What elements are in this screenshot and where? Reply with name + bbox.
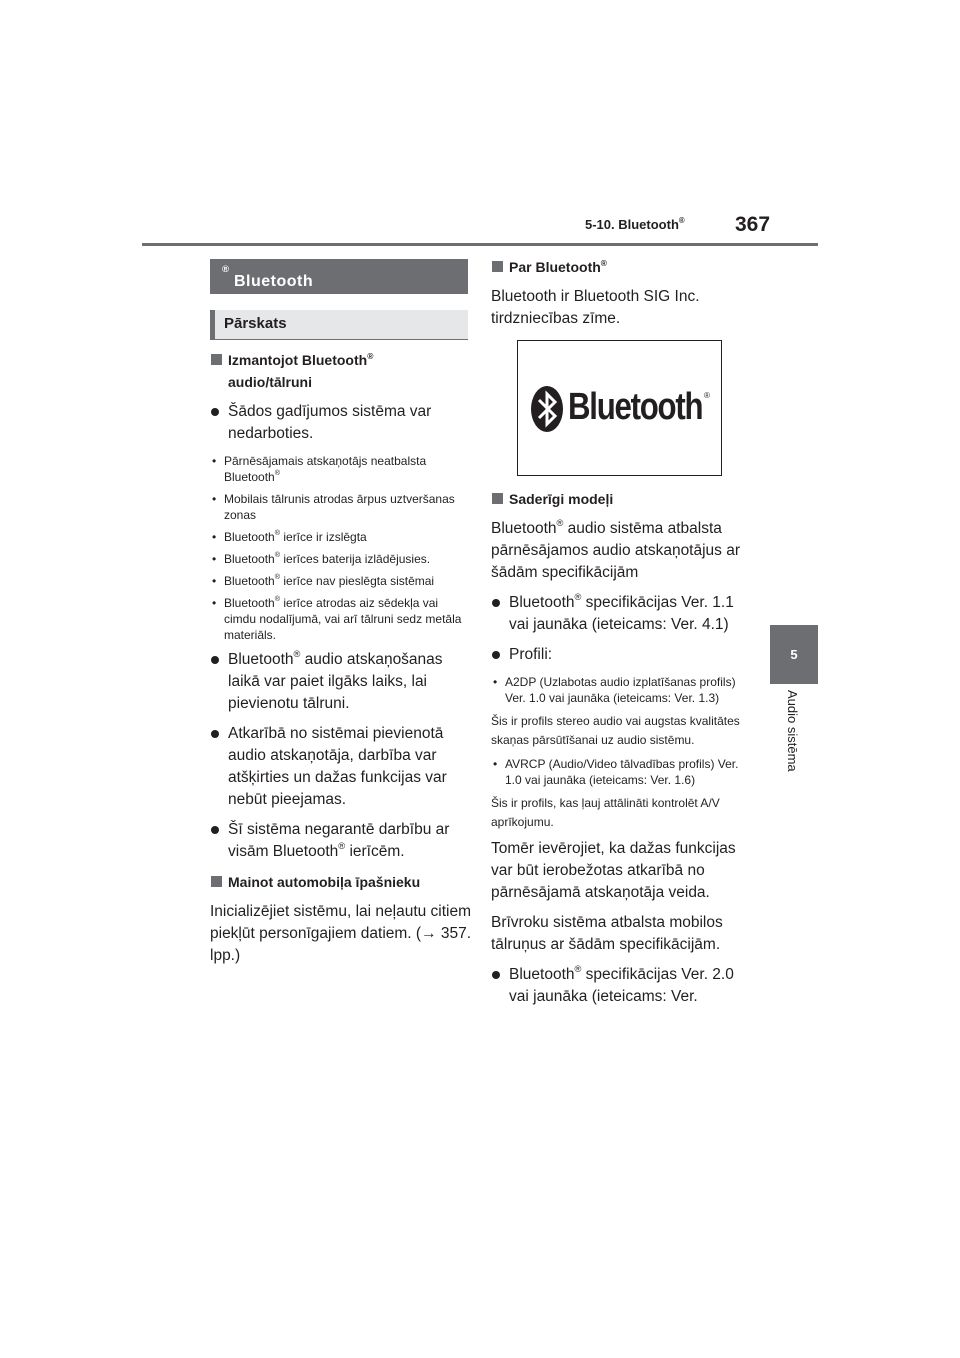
chapter-tab: [770, 625, 818, 684]
sub-bullet-text: Bluetooth: [224, 552, 275, 566]
bullet-item: [210, 819, 472, 863]
bullet-item: [491, 964, 753, 1008]
bullet-icon: [492, 651, 500, 659]
reg-mark: ®: [293, 648, 301, 659]
reg-mark: ®: [274, 468, 281, 478]
bullet-icon: [211, 730, 219, 738]
heading-text: Izmantojot Bluetooth: [228, 352, 368, 368]
square-bullet-icon: [211, 354, 222, 365]
heading-using-bluetooth: [210, 349, 472, 393]
bullet-icon: [492, 971, 500, 979]
bullet-text: specifikācijas Ver. 1.1 vai jaunāka (ieteicams: Ver. 4.1): [509, 594, 734, 633]
bullet-text: ierīcēm.: [345, 843, 405, 860]
bullet-item: [491, 644, 753, 666]
left-column: [210, 349, 472, 975]
bluetooth-logo-reg-mark: ®: [704, 391, 710, 400]
reg-mark: ®: [574, 963, 582, 974]
sub-bullet-text: AVRCP (Audio/Video tālvadības profils) Ver. 1.0 vai jaunāka (ieteicams: Ver. 1.6): [505, 757, 739, 787]
bullet-item: [491, 592, 753, 636]
heading-changing-owner: [210, 871, 472, 893]
small-bullet-icon: •: [212, 454, 217, 468]
bullet-icon: [211, 656, 219, 664]
reg-mark: ®: [274, 528, 281, 538]
bullet-item: [210, 723, 472, 811]
bullet-item: [210, 401, 472, 445]
small-bullet-icon: •: [212, 530, 217, 544]
small-bullet-icon: •: [493, 757, 498, 771]
bullet-text: Atkarībā no sistēmai pievienotā audio atskaņotāja, darbība var atšķirties un dažas funkcijas var nebūt pieejamas.: [228, 725, 447, 808]
bullet-text: audio atskaņošanas laikā var paiet ilgāks laiks, lai pievienotu tālruni.: [228, 651, 443, 712]
chapter-title: [784, 690, 804, 800]
sub-bullet-item: [210, 491, 472, 523]
bluetooth-logo-figure: [517, 340, 722, 476]
sub-bullet-item: [210, 595, 472, 643]
sub-bullet-item: [210, 529, 472, 545]
subsection-title-bar: [210, 310, 468, 340]
section-title-bar: [210, 259, 468, 294]
paragraph: Inicializējiet sistēmu, lai neļautu citiem piekļūt personīgajiem datiem. (→ 357. lpp.): [210, 903, 472, 964]
small-bullet-icon: •: [212, 492, 217, 506]
bullet-text: Šī sistēma negarantē darbību ar visām Bluetooth: [228, 821, 450, 860]
bullet-text: Šādos gadījumos sistēma var nedarboties.: [228, 403, 432, 442]
heading-about-bluetooth: [491, 256, 753, 278]
section-title-bar-text: [222, 263, 314, 290]
sub-bullet-text: Bluetooth: [224, 574, 275, 588]
reg-mark: ®: [367, 350, 374, 361]
sub-bullet-text: ierīce ir izslēgta: [280, 530, 367, 544]
heading-text: Mainot automobiļa īpašnieku: [228, 874, 421, 890]
paragraph: Tomēr ievērojiet, ka dažas funkcijas var būt ierobežotas atkarībā no pārnēsājamā atskaņotāja veida.: [491, 840, 736, 901]
sub-bullet-text: ierīce atrodas aiz sēdekļa vai cimdu nodalījumā, vai arī tālruni sedz metāla materiāls.: [224, 596, 462, 642]
small-bullet-icon: •: [212, 596, 217, 610]
reg-mark: ®: [574, 591, 582, 602]
bullet-icon: [211, 408, 219, 416]
bullet-icon: [211, 826, 219, 834]
reg-mark: ®: [222, 263, 230, 275]
sub-bullet-text: ierīce nav pieslēgta sistēmai: [280, 574, 435, 588]
sub-bullet-text: Bluetooth: [224, 530, 275, 544]
sub-bullet-item: [210, 453, 472, 485]
paragraph-text: audio sistēma atbalsta pārnēsājamos audio atskaņotājus ar šādām specifikācijām: [491, 520, 741, 581]
reg-mark: ®: [678, 215, 685, 225]
small-paragraph: Šis ir profils stereo audio vai augstas kvalitātes skaņas pārsūtīšanai uz audio sistēmu.: [491, 714, 740, 747]
right-column: [491, 256, 753, 1016]
sub-bullet-text: Pārnēsājamais atskaņotājs neatbalsta Bluetooth: [224, 454, 427, 484]
sub-bullet-text: Mobilais tālrunis atrodas ārpus uztveršanas zonas: [224, 492, 455, 522]
bullet-text: specifikācijas Ver. 2.0 vai jaunāka (ieteicams: Ver.: [509, 966, 734, 1005]
heading-text-line2: audio/tālruni: [228, 374, 312, 390]
sub-bullet-text: ierīces baterija izlādējusies.: [280, 552, 431, 566]
bullet-text: Bluetooth: [509, 594, 575, 611]
reg-mark: ®: [600, 257, 607, 268]
small-bullet-icon: •: [212, 552, 217, 566]
reg-mark: ®: [274, 572, 281, 582]
page-number: 367: [735, 213, 771, 236]
bluetooth-icon: [530, 385, 564, 433]
small-bullet-icon: •: [212, 574, 217, 588]
bullet-text: Bluetooth: [228, 651, 294, 668]
chapter-title-text: Audio sistēma: [785, 690, 800, 772]
sub-bullet-item: [210, 573, 472, 589]
paragraph: Bluetooth ir Bluetooth SIG Inc. tirdzniecības zīme.: [491, 288, 700, 327]
sub-bullet-item: [491, 674, 753, 706]
paragraph-text: Bluetooth: [491, 520, 557, 537]
heading-text: Par Bluetooth: [509, 259, 601, 275]
subsection-title-text: Pārskats: [224, 315, 287, 332]
sub-bullet-item: [491, 756, 753, 788]
sub-bullet-text: A2DP (Uzlabotas audio izplatīšanas profils) Ver. 1.0 vai jaunāka (ieteicams: Ver. 1.3): [505, 675, 736, 705]
sub-bullet-item: [210, 551, 472, 567]
reg-mark: ®: [338, 840, 346, 851]
paragraph: Brīvroku sistēma atbalsta mobilos tālruņus ar šādām specifikācijām.: [491, 914, 723, 953]
section-title: [585, 217, 685, 232]
reg-mark: ®: [274, 594, 281, 604]
bluetooth-wordmark: Bluetooth: [568, 386, 703, 428]
heading-text: Saderīgi modeļi: [509, 491, 614, 507]
reg-mark: ®: [556, 517, 564, 528]
square-bullet-icon: [492, 493, 503, 504]
sub-bullet-text: Bluetooth: [224, 596, 275, 610]
square-bullet-icon: [211, 876, 222, 887]
header-rule: [142, 243, 818, 246]
small-bullet-icon: •: [493, 675, 498, 689]
reg-mark: ®: [274, 550, 281, 560]
paragraph: [491, 518, 753, 584]
small-paragraph: Šis ir profils, kas ļauj attālināti kontrolēt A/V aprīkojumu.: [491, 796, 720, 829]
bullet-text: Bluetooth: [509, 966, 575, 983]
title-bar-label: Bluetooth: [234, 273, 314, 290]
square-bullet-icon: [492, 261, 503, 272]
chapter-number: 5: [790, 647, 798, 662]
bullet-item: [210, 649, 472, 715]
bullet-text: Profili:: [509, 646, 553, 663]
bullet-icon: [492, 599, 500, 607]
heading-compatible-models: [491, 488, 753, 510]
section-title-text: 5-10. Bluetooth: [585, 217, 679, 232]
